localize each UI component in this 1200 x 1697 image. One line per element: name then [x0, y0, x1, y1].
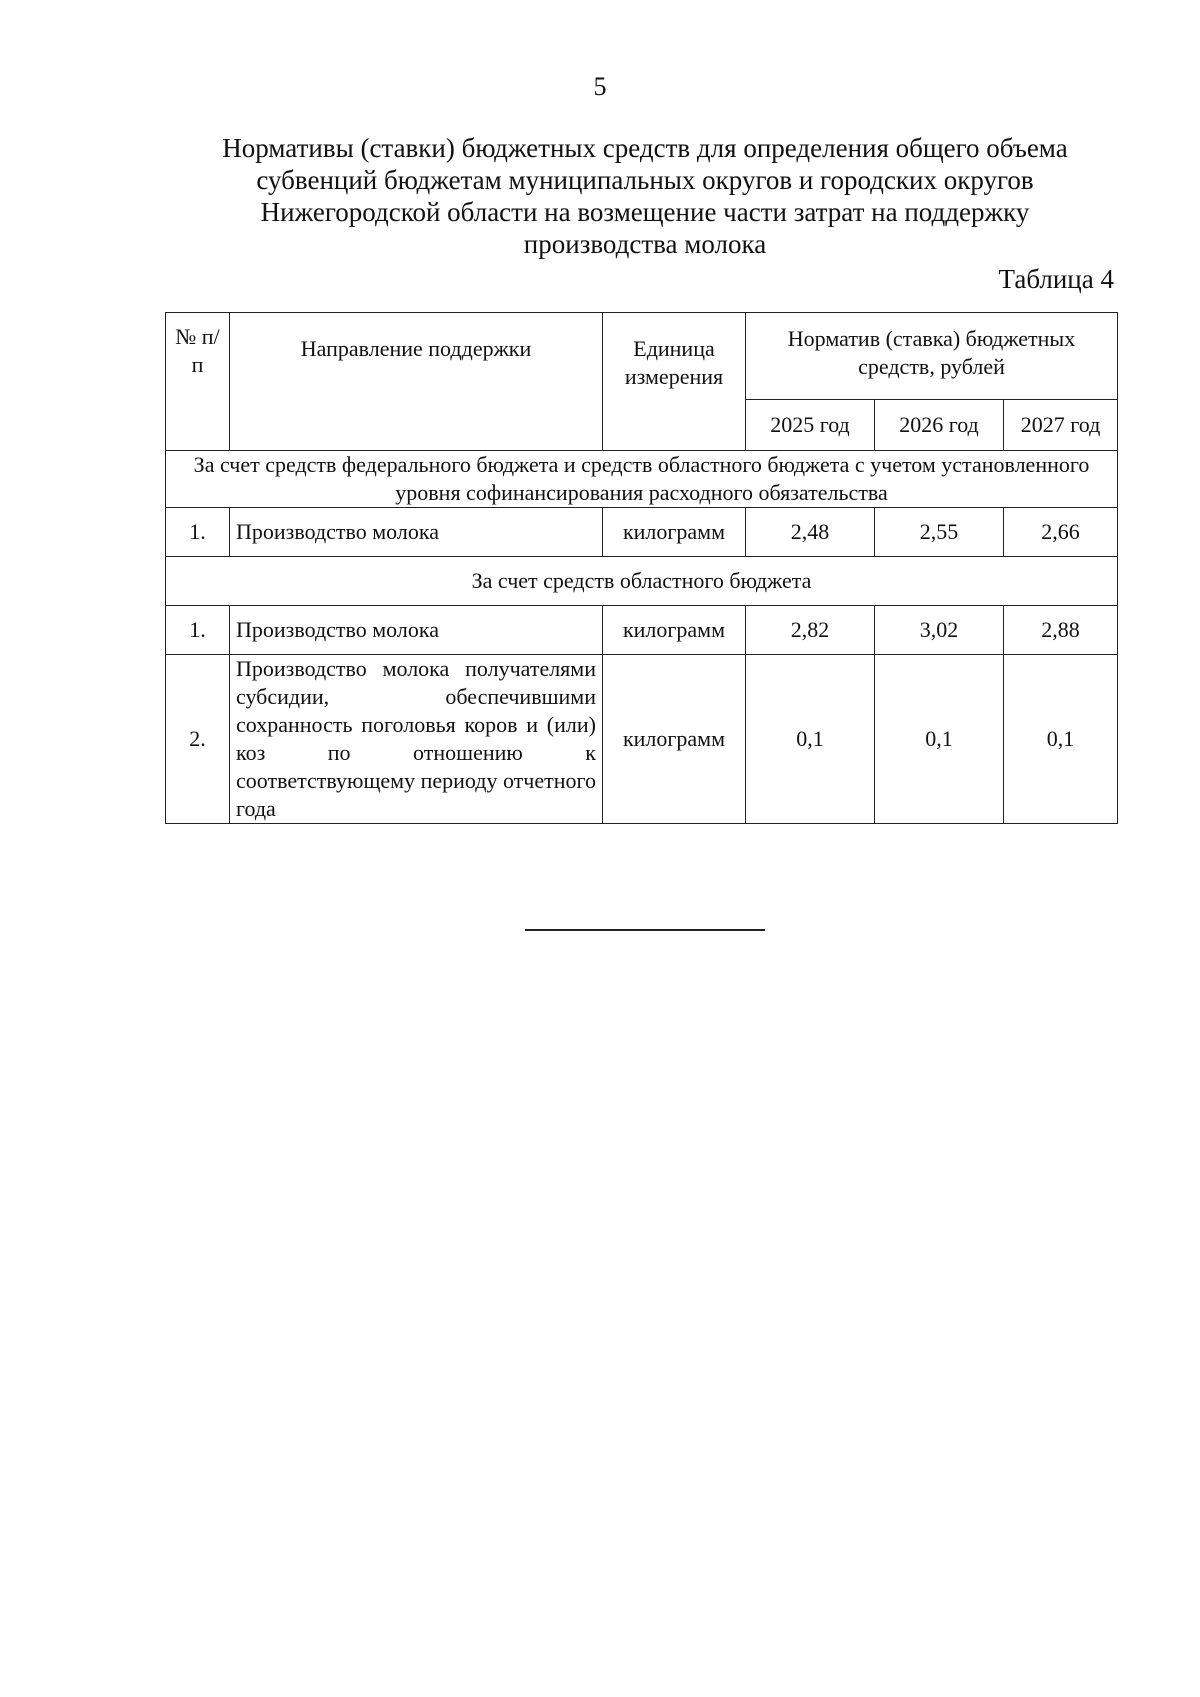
title-line: Нижегородской области на возмещение части затрат на поддержку [260, 197, 1030, 227]
row-unit: килограмм [603, 508, 746, 557]
header-num: № п/п [166, 313, 230, 451]
row-unit: килограмм [603, 606, 746, 655]
table-row [166, 508, 1118, 557]
row-direction: Производство молока получателями субсидии, обеспечившими сохранность поголовья коров и (или) коз по отношению к соответствующему периоду отчетного года [230, 655, 603, 824]
header-unit: Единица измерения [603, 313, 746, 451]
row-value-2026: 3,02 [875, 606, 1004, 655]
row-value-2027: 2,88 [1004, 606, 1118, 655]
title-line: субвенций бюджетам муниципальных округов и городских округов [256, 165, 1034, 195]
end-divider-line [525, 929, 765, 931]
row-value-2025: 2,82 [746, 606, 875, 655]
row-value-2026: 2,55 [875, 508, 1004, 557]
table-label: Таблица 4 [998, 264, 1114, 294]
section-title: За счет средств федерального бюджета и средств областного бюджета с учетом установленного уровня софинансирования расходного обязательства [166, 451, 1118, 508]
header-direction: Направление поддержки [230, 313, 603, 451]
row-number: 1. [166, 606, 230, 655]
row-value-2027: 2,66 [1004, 508, 1118, 557]
title-line: Нормативы (ставки) бюджетных средств для определения общего объема [222, 133, 1068, 163]
table-row [166, 655, 1118, 824]
row-value-2025: 2,48 [746, 508, 875, 557]
header-year-2025: 2025 год [746, 400, 875, 451]
header-row [166, 313, 1118, 400]
row-value-2027: 0,1 [1004, 655, 1118, 824]
section-row [166, 451, 1118, 508]
row-number: 1. [166, 508, 230, 557]
row-number: 2. [166, 655, 230, 824]
section-title: За счет средств областного бюджета [166, 557, 1118, 606]
row-unit: килограмм [603, 655, 746, 824]
row-direction: Производство молока [230, 606, 603, 655]
table-row [166, 606, 1118, 655]
header-year-2027: 2027 год [1004, 400, 1118, 451]
header-norm: Норматив (ставка) бюджетных средств, рублей [746, 313, 1118, 400]
title-line: производства молока [523, 229, 767, 259]
page-number: 5 [593, 72, 607, 101]
row-value-2025: 0,1 [746, 655, 875, 824]
row-direction: Производство молока [230, 508, 603, 557]
header-year-2026: 2026 год [875, 400, 1004, 451]
row-value-2026: 0,1 [875, 655, 1004, 824]
norms-table [165, 312, 1118, 824]
document-title [175, 132, 1115, 260]
section-row [166, 557, 1118, 606]
